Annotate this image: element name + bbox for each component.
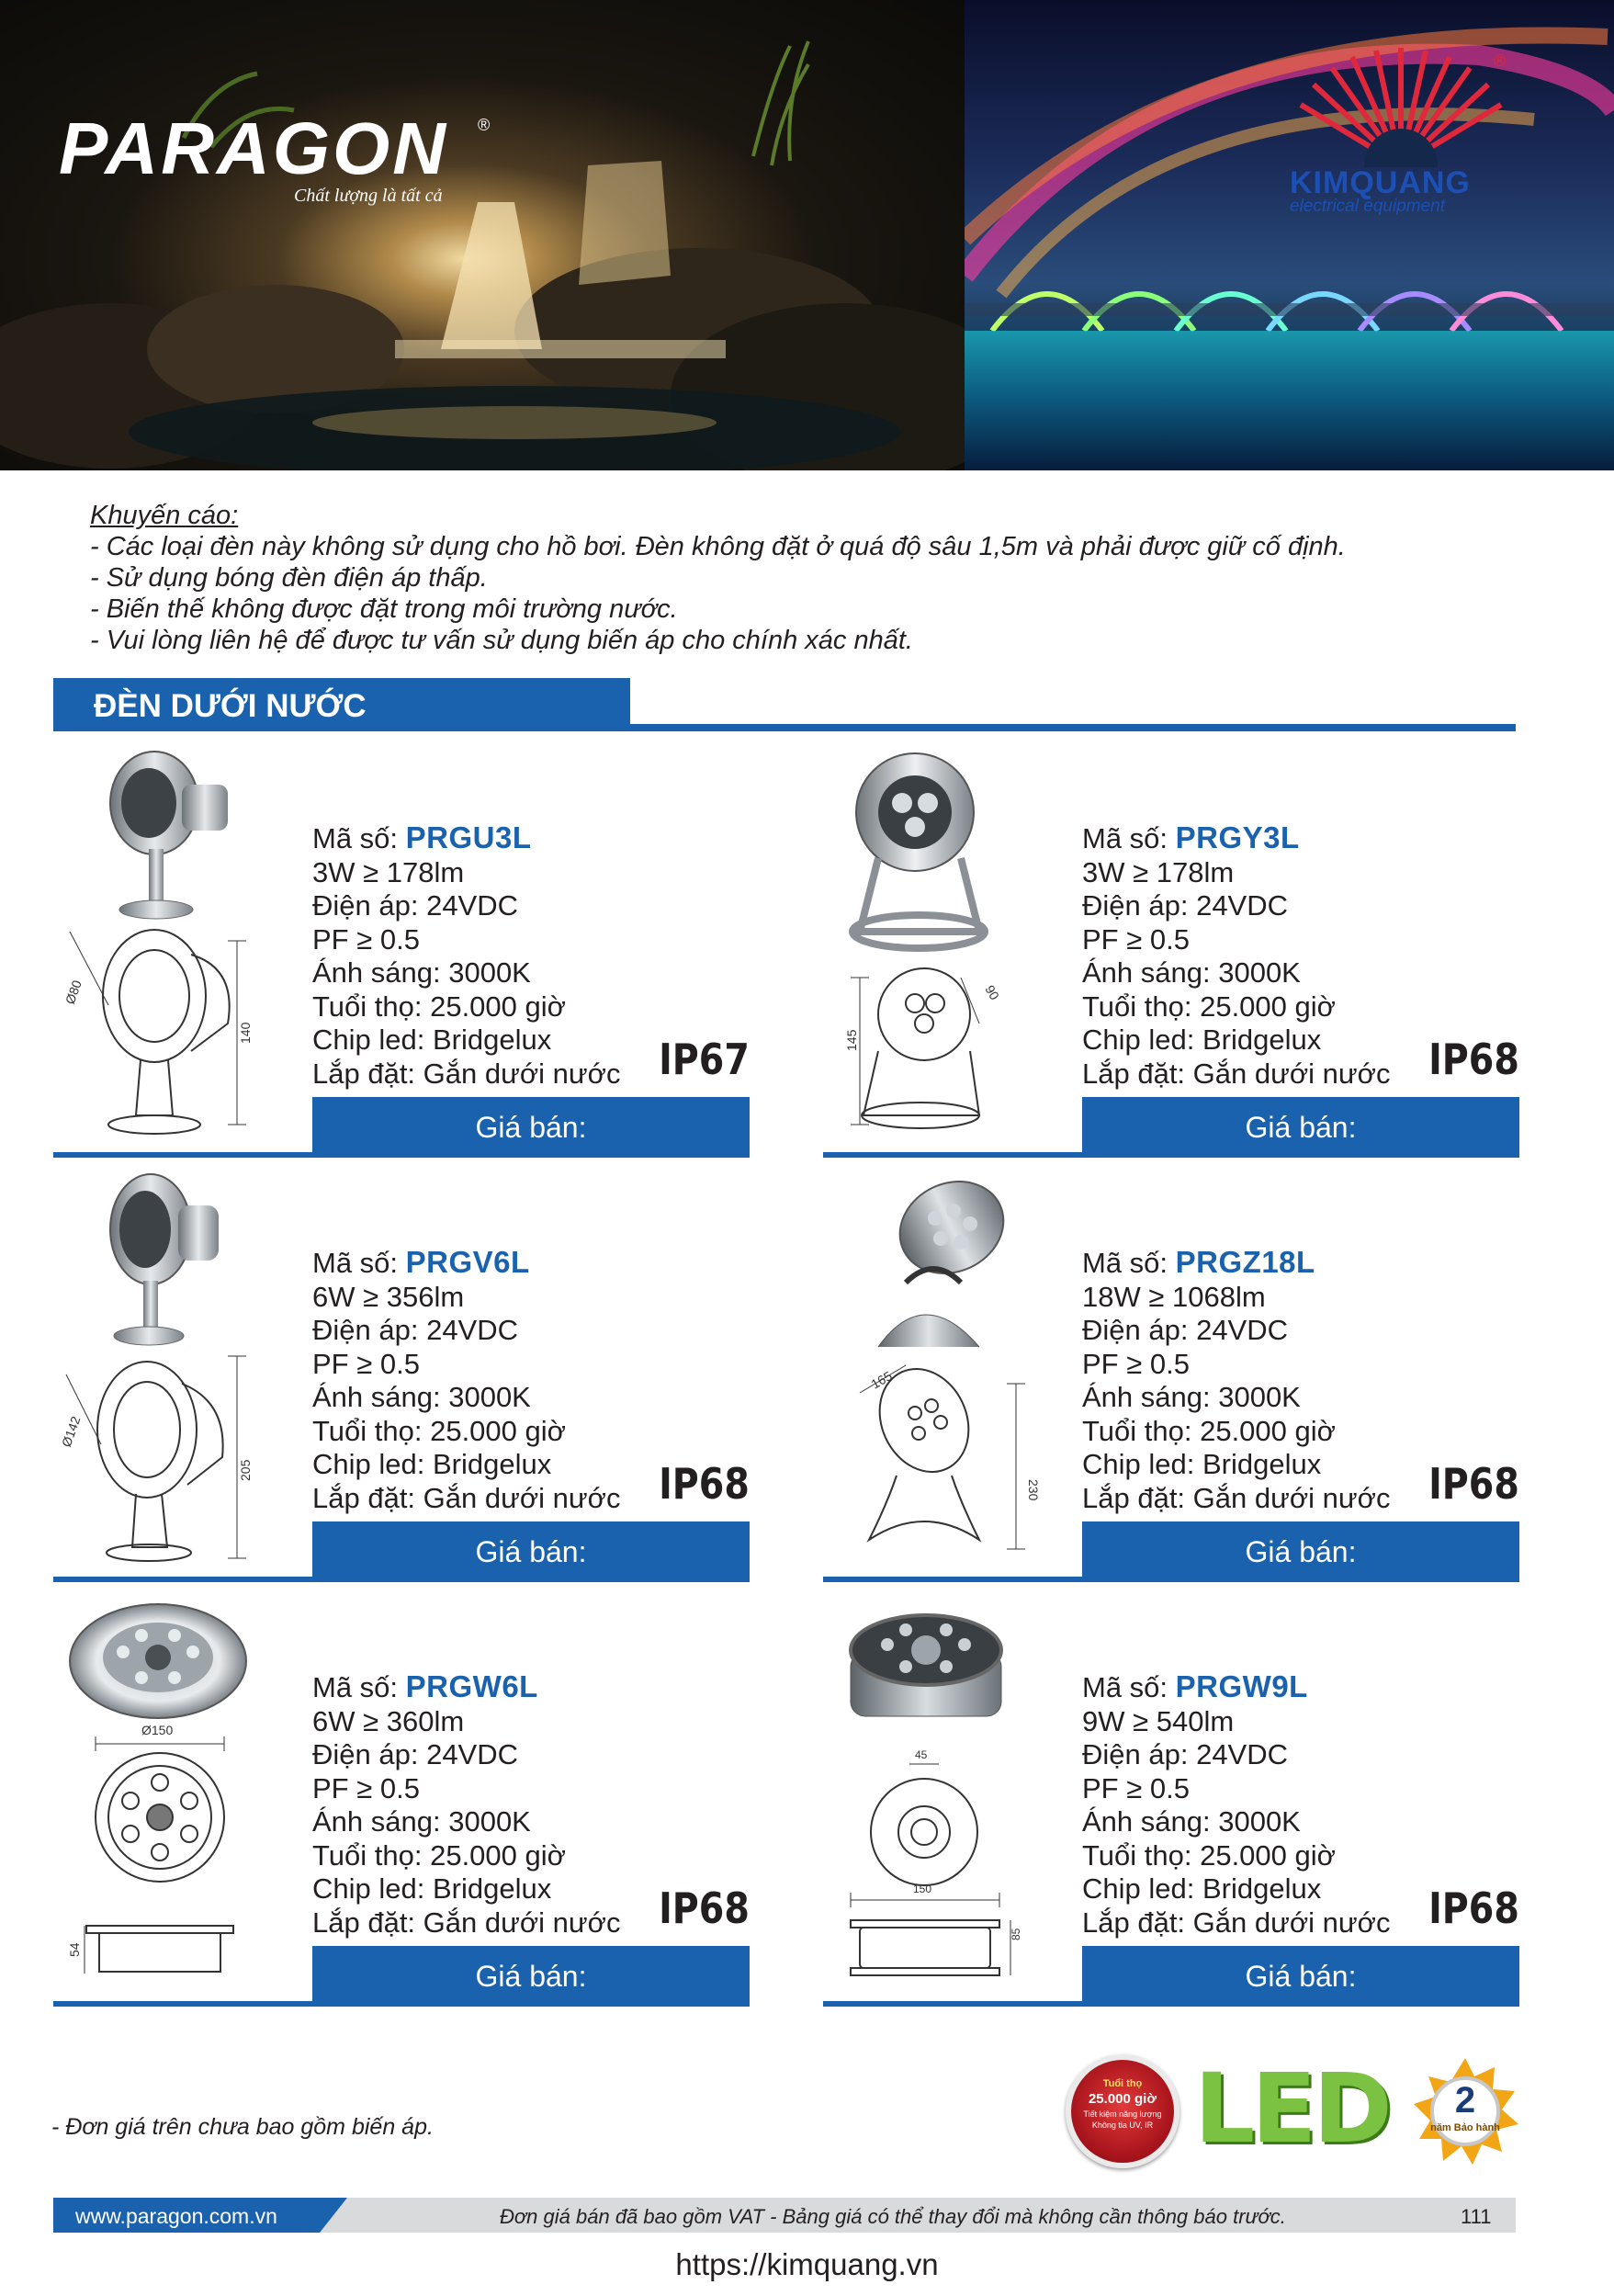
ip-rating: IP68 bbox=[659, 1459, 750, 1509]
spec-install: Lắp đặt: Gắn dưới nước bbox=[1082, 1906, 1391, 1939]
spec-voltage: Điện áp: 24VDC bbox=[1082, 1314, 1289, 1346]
watermark-url: https://kimquang.vn bbox=[675, 2247, 939, 2281]
footer-bar bbox=[53, 2198, 1516, 2233]
spec-chip: Chip led: Bridgelux bbox=[312, 1024, 552, 1056]
spec-voltage: Điện áp: 24VDC bbox=[1082, 1738, 1289, 1770]
product-code: PRGV6L bbox=[405, 1245, 530, 1279]
header-banner bbox=[0, 0, 1614, 470]
dimension-label: 140 bbox=[238, 1022, 253, 1044]
paragon-logo bbox=[59, 107, 491, 222]
lifetime-badge-line: Tiết kiệm năng lượng bbox=[1083, 2109, 1162, 2119]
product-code: PRGW9L bbox=[1175, 1669, 1308, 1703]
spec-chip: Chip led: Bridgelux bbox=[1082, 1448, 1322, 1480]
product-card bbox=[53, 1172, 755, 1584]
dimension-label: 54 bbox=[67, 1942, 82, 1957]
card-rule bbox=[823, 2001, 1519, 2007]
lifetime-badge bbox=[1066, 2054, 1179, 2168]
spec-power: 6W ≥ 360lm bbox=[312, 1704, 465, 1737]
lifetime-badge-line: Tuổi thọ bbox=[1102, 2078, 1143, 2089]
product-card bbox=[823, 748, 1525, 1159]
dimension-label: Ø80 bbox=[62, 978, 85, 1007]
spec-install: Lắp đặt: Gắn dưới nước bbox=[312, 1481, 621, 1514]
ip-rating: IP68 bbox=[659, 1883, 750, 1933]
dimension-label: 85 bbox=[1010, 1928, 1022, 1940]
kimquang-rays-icon bbox=[1295, 48, 1507, 167]
website-link[interactable]: www.paragon.com.vn bbox=[75, 2204, 277, 2228]
price-bar bbox=[312, 1946, 750, 2001]
product-code-line bbox=[312, 1670, 753, 1705]
spec-light: Ánh sáng: 3000K bbox=[1082, 1805, 1301, 1838]
spec-pf: PF ≥ 0.5 bbox=[1082, 1771, 1190, 1804]
price-label: Giá bán: bbox=[1245, 1535, 1357, 1568]
dimension-label: 145 bbox=[844, 1029, 859, 1051]
product-code-line bbox=[1082, 1246, 1523, 1281]
spec-voltage: Điện áp: 24VDC bbox=[1082, 889, 1289, 922]
product-code-line bbox=[312, 1246, 753, 1281]
spec-life: Tuổi thọ: 25.000 giờ bbox=[1082, 990, 1336, 1023]
product-image-spotlight bbox=[53, 748, 329, 1152]
kimquang-tagline: electrical equipment bbox=[1290, 197, 1445, 216]
product-image-spotlight bbox=[823, 1172, 1099, 1577]
paragon-slogan: Chất lượng là tất cả bbox=[294, 186, 443, 206]
product-card bbox=[53, 1597, 755, 2008]
spec-light: Ánh sáng: 3000K bbox=[312, 956, 531, 989]
price-label: Giá bán: bbox=[475, 1111, 587, 1144]
price-bar bbox=[1082, 1097, 1519, 1152]
code-label: Mã số: bbox=[312, 822, 399, 854]
card-rule bbox=[53, 1577, 750, 1582]
spec-install: Lắp đặt: Gắn dưới nước bbox=[312, 1057, 621, 1090]
paragon-wordmark: PARAGON bbox=[59, 107, 448, 189]
warranty-badge bbox=[1410, 2056, 1520, 2166]
product-image-inground-light bbox=[823, 1597, 1099, 2001]
registered-mark: ® bbox=[478, 116, 491, 134]
warning-line: - Các loại đèn này không sử dụng cho hồ bơi. Đèn không đặt ở quá độ sâu 1,5m và phải được giữ cố định. bbox=[90, 532, 1346, 561]
spec-pf: PF ≥ 0.5 bbox=[312, 922, 420, 956]
spec-voltage: Điện áp: 24VDC bbox=[312, 889, 519, 922]
warning-notes bbox=[90, 500, 1523, 656]
spec-power: 9W ≥ 540lm bbox=[1082, 1704, 1235, 1737]
price-bar bbox=[1082, 1946, 1519, 2001]
warning-line: - Sử dụng bóng đèn điện áp thấp. bbox=[90, 563, 488, 593]
ip-rating: IP68 bbox=[1428, 1459, 1519, 1509]
price-bar bbox=[312, 1521, 750, 1577]
spec-light: Ánh sáng: 3000K bbox=[312, 1805, 531, 1838]
spec-pf: PF ≥ 0.5 bbox=[1082, 1347, 1190, 1380]
code-label: Mã số: bbox=[312, 1671, 399, 1703]
section-title: ĐÈN DƯỚI NƯỚC bbox=[94, 688, 367, 724]
spec-life: Tuổi thọ: 25.000 giờ bbox=[312, 1838, 566, 1872]
dimension-label: 165 bbox=[868, 1368, 895, 1392]
card-rule bbox=[53, 2001, 750, 2007]
spec-voltage: Điện áp: 24VDC bbox=[312, 1738, 519, 1770]
ip-rating: IP68 bbox=[1428, 1883, 1519, 1933]
spec-light: Ánh sáng: 3000K bbox=[1082, 956, 1301, 989]
spec-power: 3W ≥ 178lm bbox=[312, 855, 465, 888]
product-code: PRGY3L bbox=[1175, 820, 1300, 854]
price-label: Giá bán: bbox=[475, 1535, 587, 1568]
product-image-inground-light bbox=[53, 1597, 329, 2001]
product-code-line bbox=[312, 821, 753, 856]
code-label: Mã số: bbox=[312, 1247, 399, 1279]
spec-install: Lắp đặt: Gắn dưới nước bbox=[1082, 1057, 1391, 1090]
spec-pf: PF ≥ 0.5 bbox=[312, 1771, 420, 1804]
spec-light: Ánh sáng: 3000K bbox=[1082, 1381, 1301, 1413]
ip-rating: IP68 bbox=[1428, 1035, 1519, 1084]
product-card bbox=[823, 1172, 1525, 1584]
spec-power: 6W ≥ 356lm bbox=[312, 1280, 465, 1313]
spec-pf: PF ≥ 0.5 bbox=[312, 1347, 420, 1380]
waterfall-photo bbox=[0, 0, 965, 470]
lifetime-badge-line: Không tia UV, IR bbox=[1091, 2121, 1154, 2130]
registered-mark: ® bbox=[1494, 51, 1507, 70]
lifetime-badge-line: 25.000 giờ bbox=[1088, 2091, 1157, 2107]
price-label: Giá bán: bbox=[1245, 1111, 1357, 1144]
dimension-label: 205 bbox=[238, 1459, 253, 1481]
section-underline bbox=[53, 724, 1516, 731]
spec-chip: Chip led: Bridgelux bbox=[312, 1872, 552, 1905]
dimension-label: 90 bbox=[982, 982, 1003, 1002]
code-label: Mã số: bbox=[1082, 1247, 1168, 1279]
spec-chip: Chip led: Bridgelux bbox=[1082, 1024, 1322, 1056]
spec-chip: Chip led: Bridgelux bbox=[312, 1448, 552, 1480]
price-bar bbox=[312, 1097, 750, 1152]
warranty-text: năm Bảo hành bbox=[1430, 2122, 1500, 2133]
product-card bbox=[53, 748, 755, 1159]
spec-power: 18W ≥ 1068lm bbox=[1082, 1280, 1266, 1313]
card-rule bbox=[53, 1152, 750, 1158]
spec-life: Tuổi thọ: 25.000 giờ bbox=[1082, 1838, 1336, 1872]
footer-url-box bbox=[53, 2198, 320, 2233]
waterfall-illustration bbox=[0, 0, 965, 470]
card-rule bbox=[823, 1577, 1519, 1582]
led-logo: LED bbox=[1194, 2053, 1389, 2165]
product-code-line bbox=[1082, 1670, 1523, 1705]
product-image-spotlight bbox=[823, 748, 1099, 1152]
spec-power: 3W ≥ 178lm bbox=[1082, 855, 1235, 888]
price-label: Giá bán: bbox=[1245, 1960, 1357, 1993]
product-code: PRGW6L bbox=[405, 1669, 538, 1703]
page-number: 111 bbox=[1461, 2205, 1492, 2228]
warning-line: - Biến thế không được đặt trong môi trường nước. bbox=[90, 594, 678, 624]
product-code: PRGU3L bbox=[405, 820, 532, 854]
spec-install: Lắp đặt: Gắn dưới nước bbox=[1082, 1481, 1391, 1514]
spec-life: Tuổi thọ: 25.000 giờ bbox=[312, 1414, 566, 1447]
product-code-line bbox=[1082, 821, 1523, 856]
product-card bbox=[823, 1597, 1525, 2008]
dimension-label: 150 bbox=[913, 1883, 932, 1895]
spec-install: Lắp đặt: Gắn dưới nước bbox=[312, 1906, 621, 1939]
warranty-years: 2 bbox=[1454, 2080, 1476, 2121]
dimension-label: 45 bbox=[915, 1748, 928, 1761]
spec-life: Tuổi thọ: 25.000 giờ bbox=[1082, 1414, 1336, 1447]
code-label: Mã số: bbox=[1082, 1671, 1168, 1703]
spec-life: Tuổi thọ: 25.000 giờ bbox=[312, 990, 566, 1023]
kimquang-wordmark: KIMQUANG bbox=[1290, 165, 1471, 200]
ip-rating: IP67 bbox=[659, 1035, 750, 1084]
footer-note: Đơn giá bán đã bao gồm VAT - Bảng giá có thể thay đổi mà không cần thông báo trước. bbox=[500, 2205, 1286, 2228]
badge-row bbox=[1056, 2047, 1525, 2185]
price-label: Giá bán: bbox=[475, 1960, 587, 1993]
spec-chip: Chip led: Bridgelux bbox=[1082, 1872, 1322, 1905]
product-code: PRGZ18L bbox=[1175, 1245, 1315, 1279]
footnote: - Đơn giá trên chưa bao gồm biến áp. bbox=[51, 2114, 434, 2140]
fountain-water bbox=[965, 331, 1614, 470]
warning-title: Khuyến cáo: bbox=[90, 501, 239, 530]
dimension-label: 230 bbox=[1026, 1479, 1041, 1501]
spec-light: Ánh sáng: 3000K bbox=[312, 1381, 531, 1413]
code-label: Mã số: bbox=[1082, 822, 1168, 854]
spec-voltage: Điện áp: 24VDC bbox=[312, 1314, 519, 1346]
card-rule bbox=[823, 1152, 1519, 1158]
section-heading bbox=[53, 678, 1516, 731]
dimension-label: Ø150 bbox=[141, 1723, 174, 1737]
dimension-label: Ø142 bbox=[58, 1414, 84, 1450]
kimquang-logo bbox=[1286, 48, 1552, 232]
price-bar bbox=[1082, 1521, 1519, 1577]
product-image-spotlight bbox=[53, 1172, 329, 1577]
spec-pf: PF ≥ 0.5 bbox=[1082, 922, 1190, 956]
warning-line: - Vui lòng liên hệ để được tư vấn sử dụng biến áp cho chính xác nhất. bbox=[90, 626, 913, 655]
